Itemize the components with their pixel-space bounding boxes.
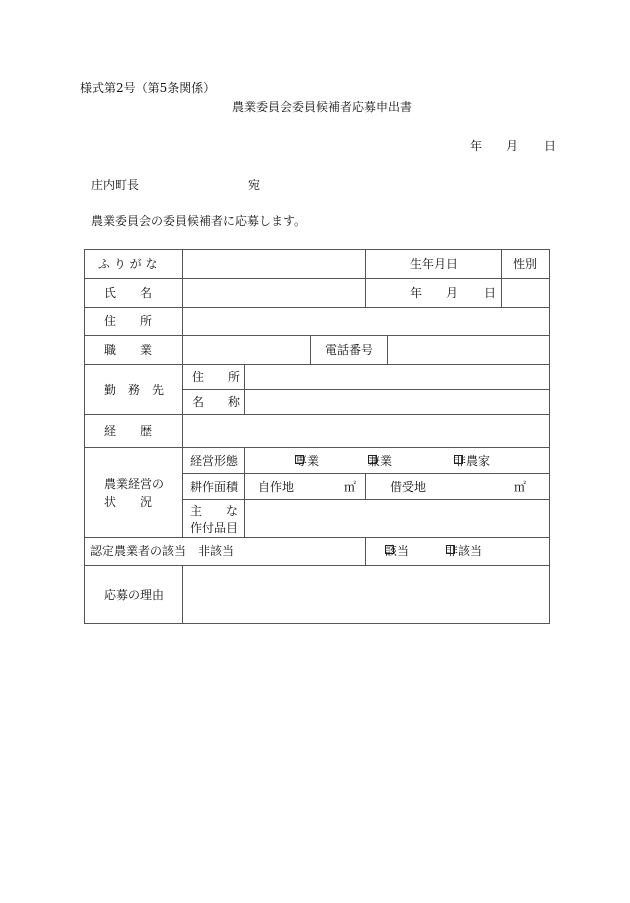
history-label: 経 歴 (104, 424, 153, 438)
farm-status-label-line2: 状 況 (104, 495, 153, 509)
address-label: 住 所 (104, 314, 153, 328)
option-certified-yes-label: 該当 (385, 544, 410, 558)
sex-label: 性別 (513, 257, 538, 271)
furigana-input[interactable] (184, 251, 364, 277)
workplace-address-input[interactable] (246, 366, 548, 388)
name-label: 氏 名 (104, 286, 153, 300)
farm-status-label-line1: 農業経営の (104, 477, 165, 491)
option-fulltime-label: 専業 (295, 454, 320, 468)
option-parttime-label: 兼業 (368, 454, 393, 468)
cultivated-area-label: 耕作面積 (190, 480, 239, 494)
rented-land-unit: ㎡ (514, 480, 527, 494)
date-day: 日 (544, 139, 557, 153)
option-certified-yes[interactable] (385, 545, 409, 557)
history-input[interactable] (184, 416, 548, 446)
furigana-label: ふ り が な (98, 257, 158, 271)
rented-land-label: 借受地 (390, 480, 427, 494)
certified-farmer-label: 認定農業者の該当 非該当 (90, 544, 235, 558)
birth-year: 年 (410, 286, 423, 300)
address-input[interactable] (184, 309, 548, 334)
phone-input[interactable] (389, 337, 548, 363)
workplace-name-label: 名 称 (192, 395, 241, 409)
date-year: 年 (470, 139, 483, 153)
birth-day: 日 (484, 286, 497, 300)
name-input[interactable] (184, 280, 364, 306)
form-title: 農業委員会委員候補者応募申出書 (232, 100, 413, 114)
occupation-input[interactable] (184, 337, 309, 363)
addressee: 庄内町長 (91, 178, 140, 192)
option-nonfarmer-label: 非農家 (454, 454, 491, 468)
phone-label: 電話番号 (325, 343, 374, 357)
option-certified-no-label: 非該当 (446, 544, 483, 558)
option-certified-no[interactable] (446, 545, 482, 557)
workplace-name-input[interactable] (246, 391, 548, 413)
reason-input[interactable] (184, 567, 548, 622)
main-crops-label-line1: 主 な (190, 504, 239, 518)
option-parttime[interactable] (368, 455, 392, 467)
owned-land-label: 自作地 (258, 480, 295, 494)
workplace-label: 勤 務 先 (104, 383, 165, 397)
checkbox-certified-no[interactable] (446, 545, 455, 554)
checkbox-fulltime[interactable] (295, 455, 304, 464)
checkbox-certified-yes[interactable] (385, 545, 394, 554)
option-nonfarmer[interactable] (454, 455, 490, 467)
option-fulltime[interactable] (295, 455, 319, 467)
owned-land-unit: ㎡ (344, 480, 357, 494)
main-crops-input[interactable] (246, 501, 548, 536)
checkbox-parttime[interactable] (368, 455, 377, 464)
birthdate-input[interactable] (367, 280, 500, 306)
reason-label: 応募の理由 (104, 588, 165, 602)
statement: 農業委員会の委員候補者に応募します。 (91, 214, 307, 228)
occupation-label: 職 業 (104, 343, 153, 357)
birth-month: 月 (446, 286, 459, 300)
checkbox-nonfarmer[interactable] (454, 455, 463, 464)
honorific: 宛 (248, 178, 261, 192)
workplace-address-label: 住 所 (192, 370, 241, 384)
date-month: 月 (506, 139, 519, 153)
main-crops-label-line2: 作付品目 (190, 521, 239, 535)
management-type-label: 経営形態 (190, 454, 239, 468)
form-number: 様式第2号（第5条関係） (80, 81, 216, 95)
sex-input[interactable] (503, 280, 548, 306)
birthdate-label: 生年月日 (410, 257, 459, 271)
